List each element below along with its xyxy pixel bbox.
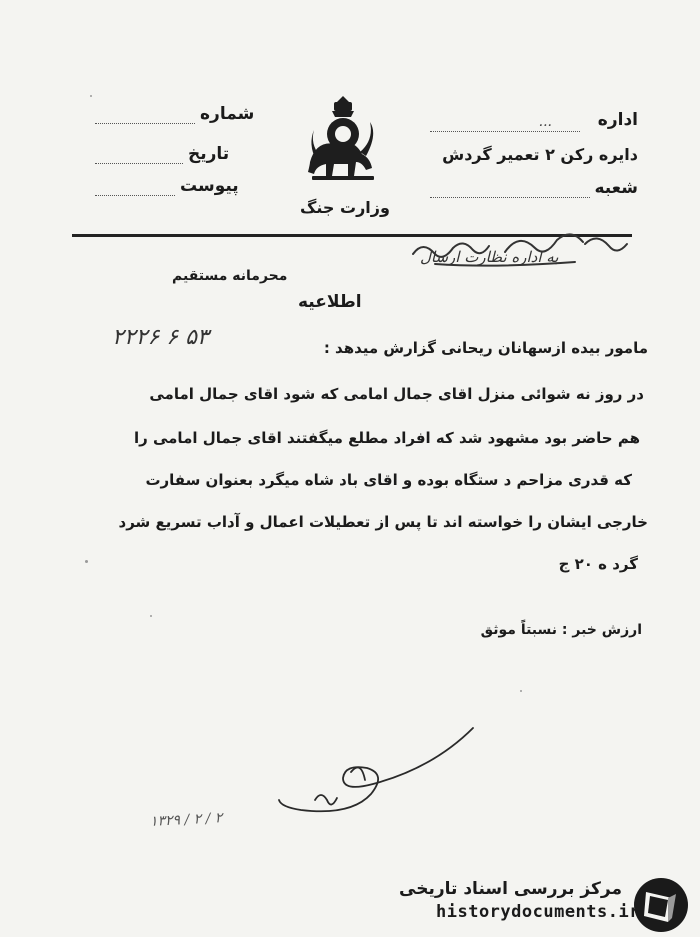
attachment-dots [95,194,175,196]
office-label: اداره [597,110,638,130]
branch-dots [430,196,590,198]
evaluation-line: ارزش خبر : نسبتاً موثق [480,622,642,638]
body-line-1: مامور بیده ازسهانان ریحانی گزارش میدهد : [323,339,648,357]
classification-label: محرمانه مستقیم [172,268,288,284]
attachment-label: پیوست [180,176,239,196]
handwritten-reference-number: ۲۲۲۶ ۶ ۵۳ [112,325,209,350]
handwritten-annotation-text: به اداره نظارت ارسال [420,248,559,266]
lion-and-sun-emblem-icon [298,92,388,192]
body-line-4: که قدری مزاحم د ستگاه بوده و اقای باد شاه میگرد بعنوان سفارت [145,471,632,489]
body-line-3: هم حاضر بود مشهود شد که افراد مطلع میگفتند اقای جمال امامی را [133,429,640,447]
date-dots [95,162,183,164]
document-title: اطلاعیه [298,292,362,312]
scan-speck [520,690,522,692]
number-label: شماره [200,104,255,124]
branch-label: شعبه [594,178,638,198]
signature-date: ۱۳۲۹ / ۲ / ۲ [149,810,223,830]
body-line-2: در روز نه شوائی منزل اقای جمال امامی که شود اقای جمال امامی [149,385,644,403]
history-documents-logo-icon [632,876,690,934]
office-value: ... [538,114,552,130]
number-dots [95,122,195,124]
date-label: تاریخ [188,144,230,164]
footer-url: historydocuments.ir [436,902,640,922]
department-line: دایره رکن ۲ تعمیر گردش [442,145,638,164]
office-dots [430,130,580,132]
scan-speck [90,95,92,97]
footer-organization: مرکز بررسی اسناد تاریخی [399,879,622,899]
scan-speck [150,615,152,617]
ministry-name: وزارت جنگ [300,198,390,217]
signature-scribble [255,720,485,830]
body-line-5: خارجی ایشان را خواسته اند تا پس از تعطیلات اعمال و آداب تسریع شرد [118,513,648,531]
scan-speck [85,560,88,563]
body-line-6: گرد ه ۲۰ ج [558,555,638,573]
